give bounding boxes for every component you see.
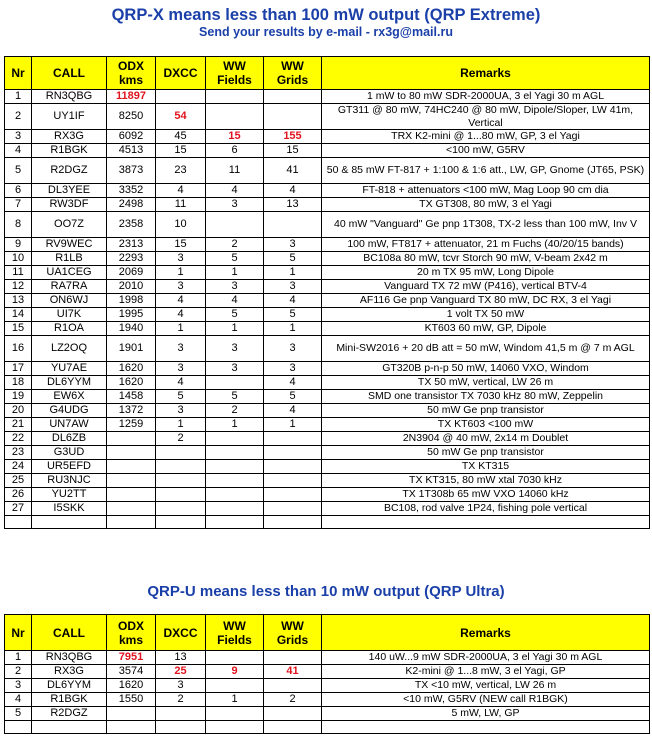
cell-call: UY1IF (32, 104, 107, 130)
cell-nr: 25 (5, 474, 32, 488)
col-header-dxcc: DXCC (156, 615, 206, 651)
cell-dxcc (156, 502, 206, 516)
cell-dxcc: 1 (156, 418, 206, 432)
cell-dxcc (156, 721, 206, 734)
cell-fields: 4 (206, 184, 264, 198)
cell-remarks: 1 volt TX 50 mW (322, 308, 650, 322)
cell-nr: 3 (5, 679, 32, 693)
cell-dxcc (156, 488, 206, 502)
cell-fields: 5 (206, 390, 264, 404)
cell-fields: 3 (206, 336, 264, 362)
cell-fields: 11 (206, 158, 264, 184)
cell-grids: 155 (264, 130, 322, 144)
col-header-remarks: Remarks (322, 57, 650, 90)
cell-dxcc: 15 (156, 238, 206, 252)
cell-fields (206, 679, 264, 693)
cell-odx (107, 432, 156, 446)
cell-nr: 2 (5, 665, 32, 679)
cell-grids: 5 (264, 252, 322, 266)
col-header-grids: WW Grids (264, 615, 322, 651)
cell-grids: 3 (264, 336, 322, 362)
table-row (5, 707, 650, 721)
cell-remarks: 100 mW, FT817 + attenuator, 21 m Fuchs (40/20/15 bands) (322, 238, 650, 252)
cell-odx: 2498 (107, 198, 156, 212)
cell-call: R1BGK (32, 144, 107, 158)
cell-odx: 1259 (107, 418, 156, 432)
cell-odx: 2293 (107, 252, 156, 266)
cell-odx: 1620 (107, 362, 156, 376)
cell-odx: 11897 (107, 90, 156, 104)
cell-remarks: 50 & 85 mW FT-817 + 1:100 & 1:6 att., LW, GP, Gnome (JT65, PSK) (322, 158, 650, 184)
cell-grids: 4 (264, 376, 322, 390)
cell-remarks: AF116 Ge pnp Vanguard TX 80 mW, DC RX, 3 el Yagi (322, 294, 650, 308)
cell-odx (107, 488, 156, 502)
cell-remarks: Vanguard TX 72 mW (P416), vertical BTV-4 (322, 280, 650, 294)
col-header-call: CALL (32, 57, 107, 90)
cell-grids: 3 (264, 362, 322, 376)
cell-call: LZ2OQ (32, 336, 107, 362)
cell-dxcc: 1 (156, 322, 206, 336)
cell-remarks: 5 mW, LW, GP (322, 707, 650, 721)
cell-remarks: TRX K2-mini @ 1...80 mW, GP, 3 el Yagi (322, 130, 650, 144)
cell-fields: 1 (206, 322, 264, 336)
cell-grids (264, 432, 322, 446)
cell-grids (264, 516, 322, 529)
cell-fields (206, 432, 264, 446)
cell-call: DL6YYM (32, 679, 107, 693)
cell-call: YU7AE (32, 362, 107, 376)
cell-nr: 24 (5, 460, 32, 474)
cell-call: R1BGK (32, 693, 107, 707)
cell-fields: 1 (206, 693, 264, 707)
cell-dxcc (156, 707, 206, 721)
cell-call: G3UD (32, 446, 107, 460)
cell-nr: 16 (5, 336, 32, 362)
cell-odx: 2358 (107, 212, 156, 238)
cell-odx: 1620 (107, 376, 156, 390)
cell-odx (107, 446, 156, 460)
cell-call (32, 516, 107, 529)
cell-grids: 5 (264, 390, 322, 404)
table-row (5, 516, 650, 529)
col-header-fields: WW Fields (206, 57, 264, 90)
cell-remarks: GT320B p-n-p 50 mW, 14060 VXO, Windom (322, 362, 650, 376)
cell-dxcc: 13 (156, 651, 206, 665)
cell-fields (206, 446, 264, 460)
email-instruction: Send your results by e-mail - rx3g@mail.ru (199, 25, 453, 39)
cell-dxcc: 3 (156, 336, 206, 362)
cell-call: RN3QBG (32, 90, 107, 104)
table-row (5, 446, 650, 460)
cell-call: UR5EFD (32, 460, 107, 474)
cell-remarks: <10 mW, G5RV (NEW call R1BGK) (322, 693, 650, 707)
table-row (5, 238, 650, 252)
cell-dxcc (156, 516, 206, 529)
cell-dxcc: 45 (156, 130, 206, 144)
cell-grids: 13 (264, 198, 322, 212)
cell-call: RX3G (32, 665, 107, 679)
cell-nr: 9 (5, 238, 32, 252)
qrpu-title: QRP-U means less than 10 mW output (QRP Ultra) (147, 583, 505, 600)
cell-fields: 1 (206, 266, 264, 280)
table-row (5, 474, 650, 488)
cell-fields: 6 (206, 144, 264, 158)
cell-odx: 7951 (107, 651, 156, 665)
cell-remarks: FT-818 + attenuators <100 mW, Mag Loop 90 cm dia (322, 184, 650, 198)
cell-nr: 12 (5, 280, 32, 294)
cell-odx: 2313 (107, 238, 156, 252)
table-row (5, 130, 650, 144)
col-header-odx: ODX kms (107, 57, 156, 90)
cell-grids (264, 90, 322, 104)
cell-call (32, 721, 107, 734)
cell-remarks: TX KT315, 80 mW xtal 7030 kHz (322, 474, 650, 488)
cell-dxcc (156, 90, 206, 104)
cell-grids: 1 (264, 418, 322, 432)
cell-remarks: GT311 @ 80 mW, 74HC240 @ 80 mW, Dipole/Sloper, LW 41m, Vertical (322, 104, 650, 130)
cell-remarks: <100 mW, G5RV (322, 144, 650, 158)
cell-call: RN3QBG (32, 651, 107, 665)
cell-nr: 3 (5, 130, 32, 144)
cell-call: UA1CEG (32, 266, 107, 280)
cell-dxcc: 15 (156, 144, 206, 158)
cell-odx: 3873 (107, 158, 156, 184)
cell-dxcc: 10 (156, 212, 206, 238)
col-header-nr: Nr (5, 57, 32, 90)
cell-nr: 6 (5, 184, 32, 198)
cell-nr: 5 (5, 158, 32, 184)
col-header-dxcc: DXCC (156, 57, 206, 90)
cell-grids (264, 721, 322, 734)
cell-dxcc: 3 (156, 404, 206, 418)
cell-call: YU2TT (32, 488, 107, 502)
qrpx-title: QRP-X means less than 100 mW output (QRP Extreme) (111, 6, 541, 24)
table-row (5, 144, 650, 158)
cell-odx: 2010 (107, 280, 156, 294)
cell-fields: 15 (206, 130, 264, 144)
cell-remarks: TX KT603 <100 mW (322, 418, 650, 432)
cell-call: DL3YEE (32, 184, 107, 198)
cell-nr: 18 (5, 376, 32, 390)
cell-fields (206, 90, 264, 104)
cell-dxcc: 4 (156, 376, 206, 390)
cell-grids (264, 679, 322, 693)
table-row (5, 502, 650, 516)
cell-dxcc: 4 (156, 184, 206, 198)
col-header-fields: WW Fields (206, 615, 264, 651)
cell-odx: 1372 (107, 404, 156, 418)
cell-call: DL6ZB (32, 432, 107, 446)
cell-fields (206, 376, 264, 390)
cell-odx (107, 460, 156, 474)
cell-call: ON6WJ (32, 294, 107, 308)
table-row (5, 651, 650, 665)
cell-nr (5, 721, 32, 734)
cell-grids: 4 (264, 184, 322, 198)
cell-odx (107, 474, 156, 488)
cell-remarks: SMD one transistor TX 7030 kHz 80 mW, Zeppelin (322, 390, 650, 404)
col-header-call: CALL (32, 615, 107, 651)
cell-grids: 5 (264, 308, 322, 322)
cell-fields: 2 (206, 404, 264, 418)
table-row (5, 665, 650, 679)
cell-nr: 5 (5, 707, 32, 721)
table-row (5, 322, 650, 336)
cell-call: RV9WEC (32, 238, 107, 252)
cell-nr: 10 (5, 252, 32, 266)
cell-odx: 1620 (107, 679, 156, 693)
table-row (5, 158, 650, 184)
table-row (5, 198, 650, 212)
cell-remarks: K2-mini @ 1...8 mW, 3 el Yagi, GP (322, 665, 650, 679)
cell-dxcc: 11 (156, 198, 206, 212)
cell-fields: 9 (206, 665, 264, 679)
table-row (5, 418, 650, 432)
cell-dxcc (156, 474, 206, 488)
cell-fields (206, 104, 264, 130)
col-header-remarks: Remarks (322, 615, 650, 651)
cell-nr: 1 (5, 90, 32, 104)
cell-nr: 8 (5, 212, 32, 238)
cell-call: UI7K (32, 308, 107, 322)
cell-dxcc: 23 (156, 158, 206, 184)
cell-grids (264, 502, 322, 516)
cell-remarks: TX KT315 (322, 460, 650, 474)
cell-grids: 3 (264, 238, 322, 252)
cell-nr: 7 (5, 198, 32, 212)
cell-dxcc: 25 (156, 665, 206, 679)
cell-nr: 17 (5, 362, 32, 376)
cell-call: OO7Z (32, 212, 107, 238)
cell-grids: 15 (264, 144, 322, 158)
cell-nr: 20 (5, 404, 32, 418)
cell-nr: 21 (5, 418, 32, 432)
table-row (5, 432, 650, 446)
cell-dxcc: 3 (156, 280, 206, 294)
table-row (5, 362, 650, 376)
cell-odx: 1458 (107, 390, 156, 404)
table-header-row (5, 615, 650, 651)
cell-nr (5, 516, 32, 529)
table-row (5, 104, 650, 130)
cell-remarks: KT603 60 mW, GP, Dipole (322, 322, 650, 336)
cell-grids: 1 (264, 266, 322, 280)
cell-odx: 6092 (107, 130, 156, 144)
cell-dxcc: 4 (156, 294, 206, 308)
cell-odx (107, 516, 156, 529)
cell-nr: 1 (5, 651, 32, 665)
cell-remarks: TX 50 mW, vertical, LW 26 m (322, 376, 650, 390)
table-row (5, 460, 650, 474)
cell-nr: 23 (5, 446, 32, 460)
table-row (5, 721, 650, 734)
table-row (5, 294, 650, 308)
cell-remarks: BC108a 80 mW, tcvr Storch 90 mW, V-beam 2x42 m (322, 252, 650, 266)
cell-fields: 1 (206, 418, 264, 432)
cell-call: DL6YYM (32, 376, 107, 390)
cell-call: R2DGZ (32, 707, 107, 721)
table-row (5, 266, 650, 280)
cell-remarks: 50 mW Ge pnp transistor (322, 446, 650, 460)
cell-remarks: 40 mW "Vanguard" Ge pnp 1T308, TX-2 less than 100 mW, Inv V (322, 212, 650, 238)
cell-remarks (322, 721, 650, 734)
cell-nr: 11 (5, 266, 32, 280)
cell-odx: 1940 (107, 322, 156, 336)
cell-remarks: 50 mW Ge pnp transistor (322, 404, 650, 418)
cell-fields (206, 721, 264, 734)
cell-dxcc: 3 (156, 679, 206, 693)
cell-grids (264, 446, 322, 460)
cell-grids: 4 (264, 404, 322, 418)
table-row (5, 90, 650, 104)
cell-grids (264, 488, 322, 502)
cell-remarks: Mini-SW2016 + 20 dB att = 50 mW, Windom 41,5 m @ 7 m AGL (322, 336, 650, 362)
table-row (5, 488, 650, 502)
table-header-row (5, 57, 650, 90)
cell-odx: 3352 (107, 184, 156, 198)
cell-odx: 2069 (107, 266, 156, 280)
cell-odx: 1995 (107, 308, 156, 322)
cell-remarks: TX GT308, 80 mW, 3 el Yagi (322, 198, 650, 212)
cell-odx: 4513 (107, 144, 156, 158)
table-row (5, 404, 650, 418)
cell-grids (264, 707, 322, 721)
cell-nr: 2 (5, 104, 32, 130)
cell-nr: 27 (5, 502, 32, 516)
cell-fields: 5 (206, 308, 264, 322)
cell-nr: 4 (5, 693, 32, 707)
cell-fields (206, 502, 264, 516)
cell-call: UN7AW (32, 418, 107, 432)
cell-remarks: 20 m TX 95 mW, Long Dipole (322, 266, 650, 280)
cell-call: RX3G (32, 130, 107, 144)
table-row (5, 376, 650, 390)
cell-nr: 14 (5, 308, 32, 322)
cell-fields (206, 651, 264, 665)
cell-remarks (322, 516, 650, 529)
table-row (5, 252, 650, 266)
cell-nr: 15 (5, 322, 32, 336)
cell-fields (206, 488, 264, 502)
col-header-grids: WW Grids (264, 57, 322, 90)
cell-fields: 4 (206, 294, 264, 308)
table-row (5, 390, 650, 404)
cell-call: R2DGZ (32, 158, 107, 184)
cell-grids: 41 (264, 158, 322, 184)
cell-grids: 1 (264, 322, 322, 336)
cell-grids: 4 (264, 294, 322, 308)
cell-odx: 1998 (107, 294, 156, 308)
cell-odx: 1901 (107, 336, 156, 362)
col-header-odx: ODX kms (107, 615, 156, 651)
cell-dxcc: 3 (156, 252, 206, 266)
cell-remarks: 140 uW...9 mW SDR-2000UA, 3 el Yagi 30 m AGL (322, 651, 650, 665)
cell-dxcc: 3 (156, 362, 206, 376)
cell-fields: 5 (206, 252, 264, 266)
cell-nr: 22 (5, 432, 32, 446)
cell-grids (264, 212, 322, 238)
cell-grids: 3 (264, 280, 322, 294)
cell-call: RW3DF (32, 198, 107, 212)
cell-call: R1LB (32, 252, 107, 266)
cell-fields (206, 212, 264, 238)
table-row (5, 693, 650, 707)
qrpx-results-table (4, 56, 650, 529)
cell-grids (264, 651, 322, 665)
cell-call: RA7RA (32, 280, 107, 294)
cell-grids (264, 474, 322, 488)
cell-grids (264, 460, 322, 474)
cell-odx (107, 502, 156, 516)
cell-nr: 19 (5, 390, 32, 404)
cell-call: G4UDG (32, 404, 107, 418)
cell-dxcc: 4 (156, 308, 206, 322)
cell-dxcc (156, 460, 206, 474)
cell-fields: 2 (206, 238, 264, 252)
cell-fields: 3 (206, 280, 264, 294)
cell-fields (206, 460, 264, 474)
cell-call: EW6X (32, 390, 107, 404)
cell-grids: 41 (264, 665, 322, 679)
cell-odx: 8250 (107, 104, 156, 130)
qrpu-results-table (4, 614, 650, 734)
cell-nr: 4 (5, 144, 32, 158)
table-row (5, 308, 650, 322)
cell-remarks: BC108, rod valve 1P24, fishing pole vertical (322, 502, 650, 516)
cell-remarks: TX 1T308b 65 mW VXO 14060 kHz (322, 488, 650, 502)
cell-remarks: TX <10 mW, vertical, LW 26 m (322, 679, 650, 693)
cell-fields: 3 (206, 198, 264, 212)
cell-odx: 3574 (107, 665, 156, 679)
table-row (5, 184, 650, 198)
cell-call: RU3NJC (32, 474, 107, 488)
cell-grids (264, 104, 322, 130)
cell-dxcc: 2 (156, 693, 206, 707)
cell-odx (107, 707, 156, 721)
table-row (5, 679, 650, 693)
cell-nr: 13 (5, 294, 32, 308)
table-row (5, 280, 650, 294)
cell-grids: 2 (264, 693, 322, 707)
cell-call: R1OA (32, 322, 107, 336)
cell-odx (107, 721, 156, 734)
cell-odx: 1550 (107, 693, 156, 707)
table-row (5, 336, 650, 362)
cell-nr: 26 (5, 488, 32, 502)
table-row (5, 212, 650, 238)
col-header-nr: Nr (5, 615, 32, 651)
cell-dxcc (156, 446, 206, 460)
cell-fields: 3 (206, 362, 264, 376)
cell-remarks: 1 mW to 80 mW SDR-2000UA, 3 el Yagi 30 m AGL (322, 90, 650, 104)
cell-dxcc: 54 (156, 104, 206, 130)
cell-dxcc: 5 (156, 390, 206, 404)
cell-remarks: 2N3904 @ 40 mW, 2x14 m Doublet (322, 432, 650, 446)
cell-fields (206, 474, 264, 488)
cell-fields (206, 707, 264, 721)
cell-dxcc: 2 (156, 432, 206, 446)
cell-call: I5SKK (32, 502, 107, 516)
cell-fields (206, 516, 264, 529)
cell-dxcc: 1 (156, 266, 206, 280)
